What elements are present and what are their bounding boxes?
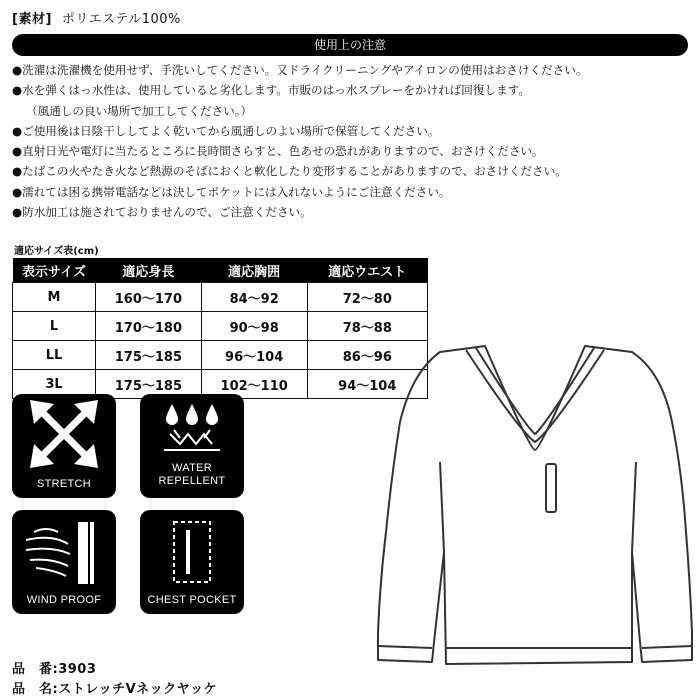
note-item: ●濡れては困る携帯電話などは決してポケットには入れないようにご注意ください。	[12, 184, 451, 199]
size-cell: 72〜80	[307, 283, 427, 312]
table-row	[13, 283, 428, 312]
size-table	[12, 258, 428, 399]
feature-wind-proof	[12, 510, 116, 614]
size-cell: 175〜185	[96, 341, 202, 370]
product-number	[12, 658, 96, 677]
material-tag: [素材]	[12, 12, 52, 27]
note-item: ●直射日光や電灯に当たるところに長時間さらすと、色あせの恐れがありますので、おさけください。	[12, 144, 544, 159]
size-table-title: 適応サイズ表(cm)	[14, 246, 99, 257]
feature-label: WATER REPELLENT	[158, 462, 226, 487]
note-item: ●水を弾くはっ水性は、使用していると劣化します。市販のはっ水スプレーをかければ回復します。	[12, 83, 530, 98]
note-item: （風通しの良い場所で加工してください。）	[26, 103, 253, 118]
v-neck-jacket-illustration	[370, 342, 700, 682]
product-name	[12, 678, 217, 697]
size-cell: LL	[13, 341, 96, 370]
stretch-arrows-icon	[12, 394, 116, 474]
feature-label: CHEST POCKET	[147, 594, 237, 606]
material-line	[12, 8, 181, 27]
size-cell: 175〜185	[96, 370, 202, 399]
product-name-label: 品 名:	[12, 682, 59, 697]
size-header-cell: 表示サイズ	[13, 258, 96, 283]
size-cell: M	[13, 283, 96, 312]
size-cell: 3L	[13, 370, 96, 399]
note-item: ●防水加工は施されておりませんので、ご注意ください。	[12, 205, 312, 220]
product-number-label: 品 番:	[12, 662, 59, 677]
feature-water-repellent	[140, 394, 244, 498]
notes-header: 使用上の注意	[12, 34, 688, 56]
size-header-cell: 適応胸囲	[201, 258, 307, 283]
note-item: ●洗濯は洗濯機を使用せず、手洗いしてください。又ドライクリーニングやアイロンの使用はおさけください。	[12, 63, 588, 77]
size-table-header-row	[13, 258, 428, 283]
notes-list	[12, 60, 692, 222]
feature-label: WIND PROOF	[26, 594, 102, 606]
size-cell: 94〜104	[307, 370, 427, 399]
water-repellent-icon	[140, 394, 244, 460]
feature-chest-pocket	[140, 510, 244, 614]
feature-stretch	[12, 394, 116, 498]
table-row	[13, 312, 428, 341]
size-header-cell: 適応ウエスト	[307, 258, 427, 283]
size-cell: 86〜96	[307, 341, 427, 370]
material-value: ポリエステル100%	[61, 12, 181, 27]
size-cell: 160〜170	[96, 283, 202, 312]
product-name-value: ストレッチVネックヤッケ	[58, 682, 218, 697]
size-header-cell: 適応身長	[96, 258, 202, 283]
size-cell: L	[13, 312, 96, 341]
size-cell: 102〜110	[201, 370, 307, 399]
size-cell: 84〜92	[201, 283, 307, 312]
note-item: ●たばこの火やたき火など熱源のそばにおくと軟化したり変形することがありますので、おさけください。	[12, 164, 567, 179]
product-number-value: 3903	[58, 662, 97, 677]
table-row	[13, 341, 428, 370]
note-item: ●ご使用後は日陰干ししてよく乾いてから風通しのよい場所で保管してください。	[12, 123, 440, 138]
size-cell: 170〜180	[96, 312, 202, 341]
feature-label: STRETCH	[36, 478, 92, 490]
chest-pocket-icon	[140, 510, 244, 590]
size-cell: 78〜88	[307, 312, 427, 341]
size-cell: 96〜104	[201, 341, 307, 370]
size-cell: 90〜98	[201, 312, 307, 341]
wind-proof-icon	[12, 510, 116, 590]
